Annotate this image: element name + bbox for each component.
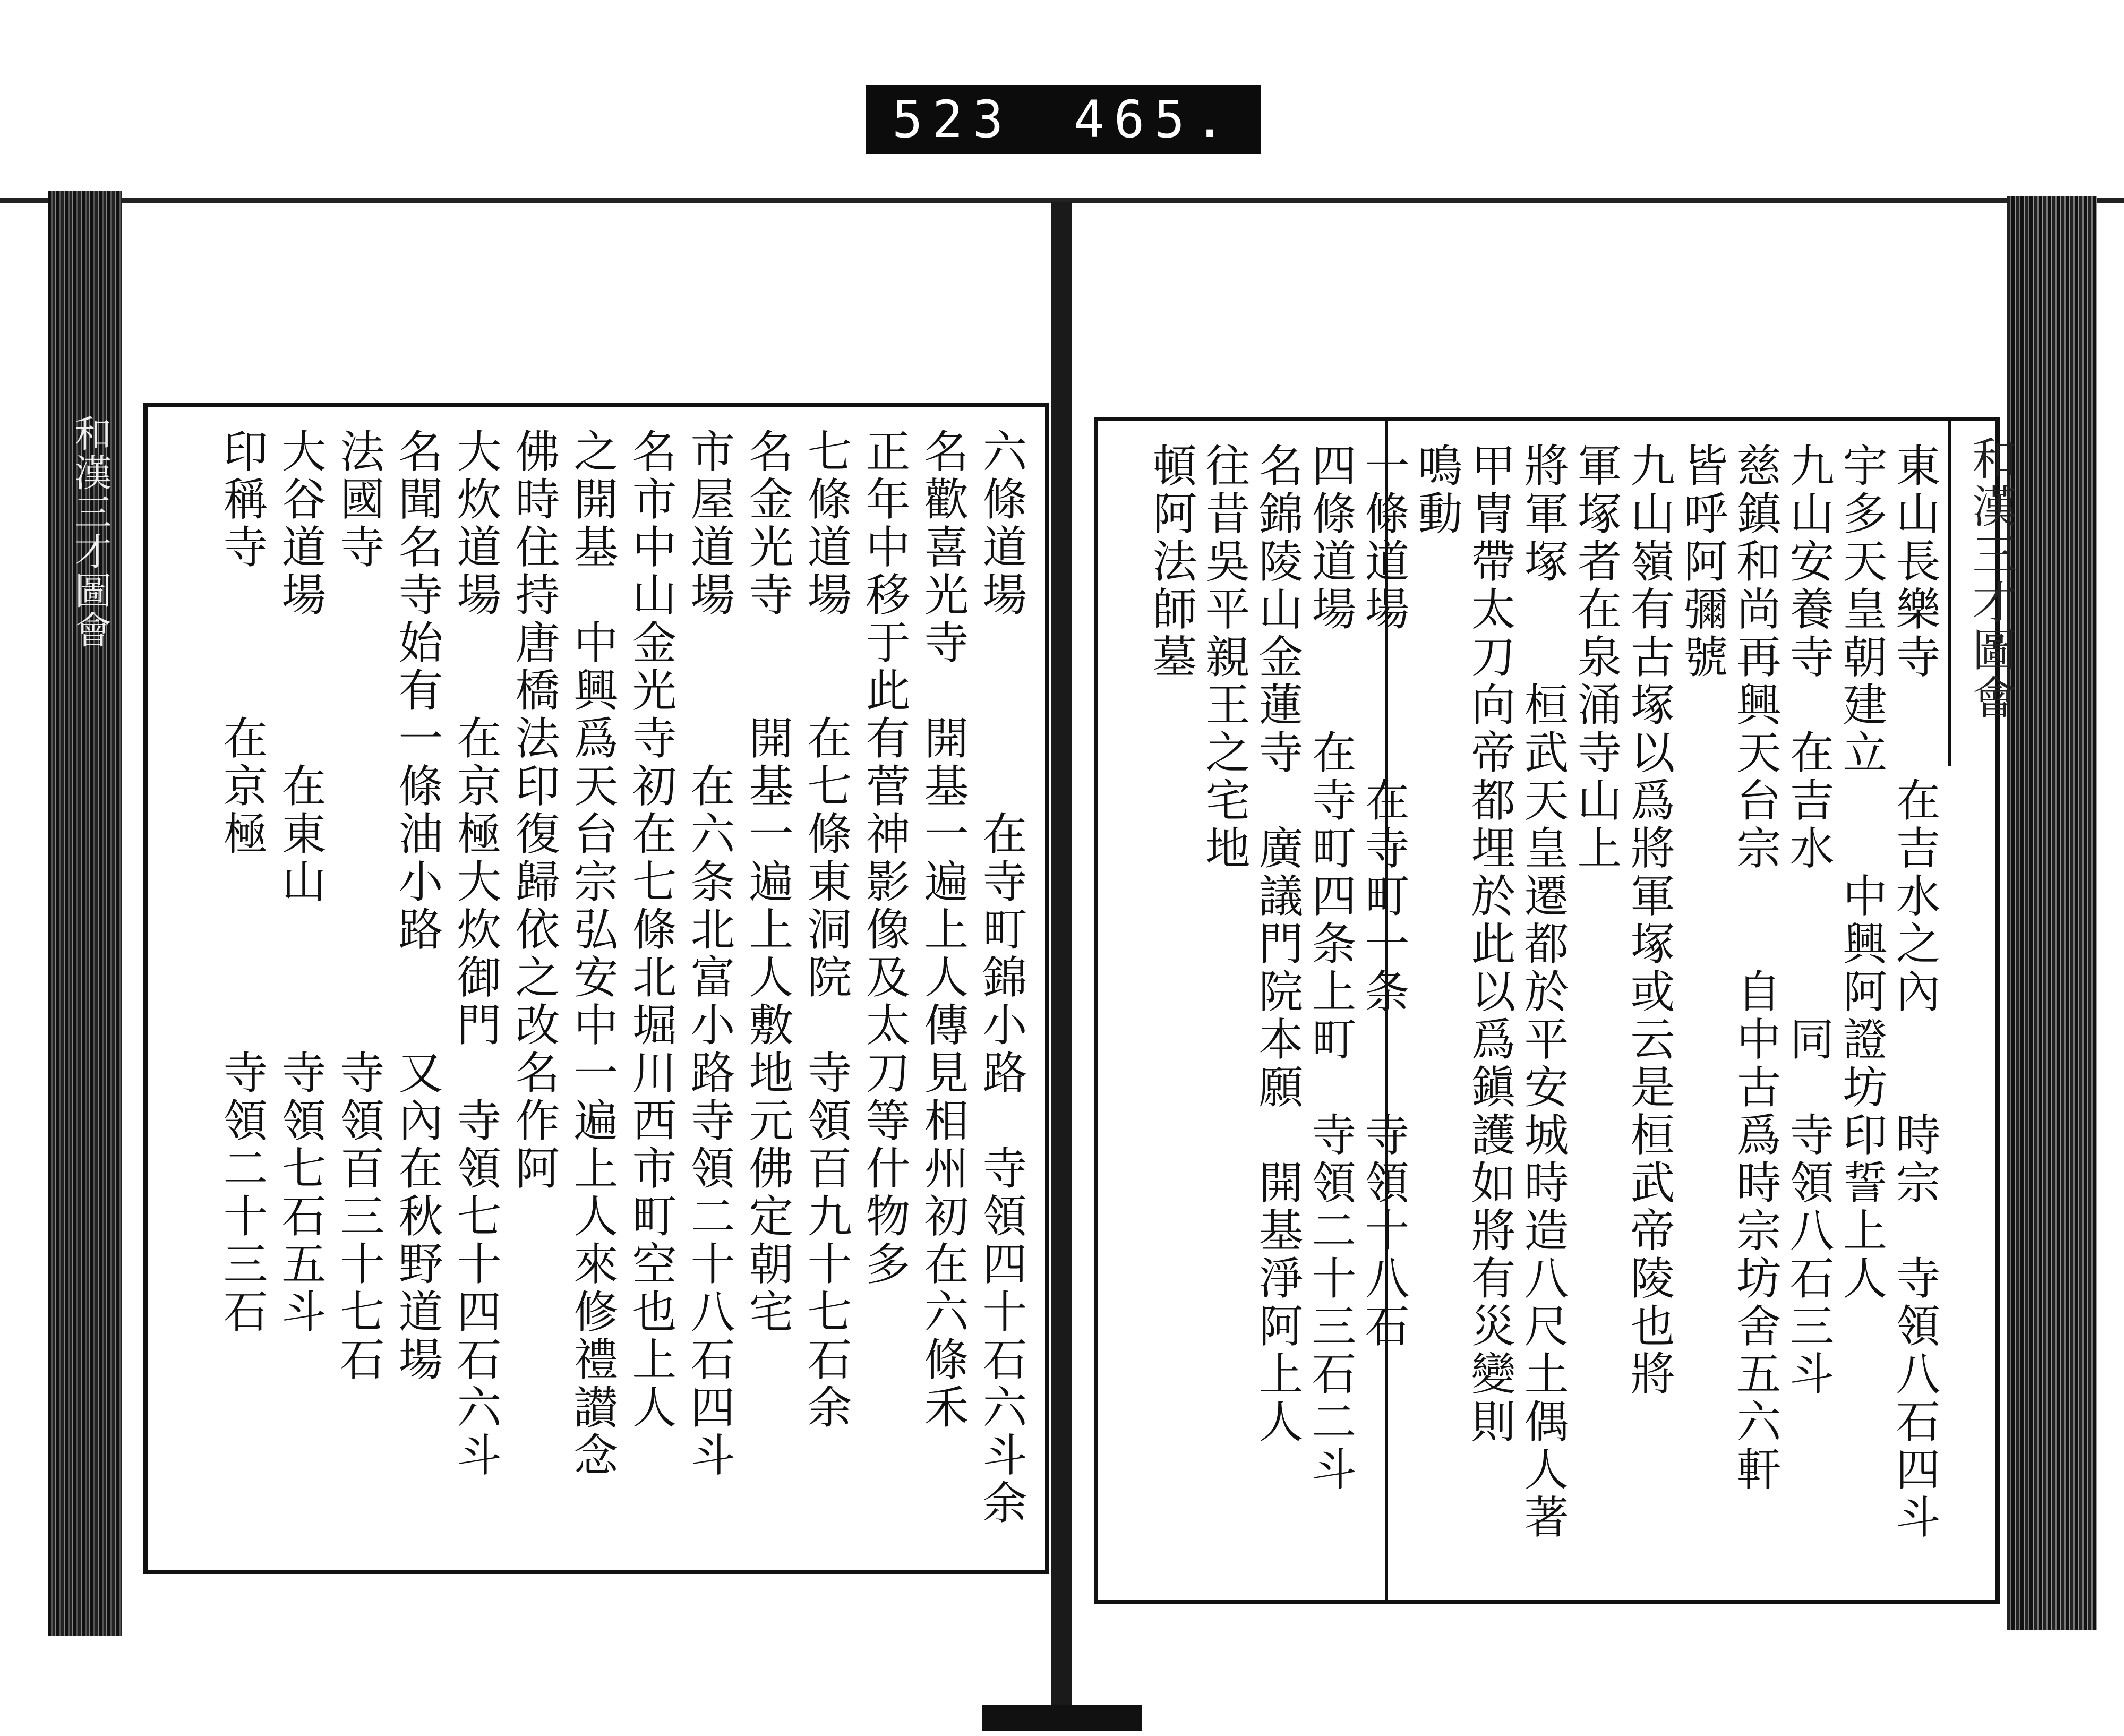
text-column: 甲冑帶太刀向帝都埋於此以爲鎭護如將有災變則 [1464, 442, 1516, 1446]
footer-mark [982, 1705, 1142, 1731]
text-column: 名市中山金光寺初在七條北堀川西市町空也上人 [625, 428, 677, 1432]
text-column: 名金光寺 開基一遍上人敷地元佛定朝宅 [742, 428, 794, 1336]
left-page [143, 403, 1049, 1574]
text-column: 名歡喜光寺 開基一遍上人傳見相州初在六條禾 [917, 428, 969, 1432]
text-column: 名聞名寺始有一條油小路 又內在秋野道場 [391, 428, 443, 1384]
text-column: 七條道場 在七條東洞院 寺領百九十七石余 [800, 428, 852, 1432]
right-page [1094, 417, 2000, 1604]
text-column: 四條道場 在寺町四条上町 寺領二十三石二斗 [1305, 442, 1357, 1494]
text-column: 大炊道場 在京極大炊御門 寺領七十四石六斗 [450, 428, 502, 1480]
text-column: 將軍塚 桓武天皇遷都於平安城時造八尺土偶人著 [1517, 442, 1569, 1542]
right-page-stack-edge [2007, 196, 2097, 1630]
text-column: 皆呼阿彌號 [1676, 442, 1728, 681]
text-column: 六條道場 在寺町錦小路 寺領四十石六斗余 [975, 428, 1027, 1527]
text-column: 九山安養寺 在吉水 同 寺領八石三斗 [1783, 442, 1835, 1398]
spine-title: 和漢三才圖會 [68, 414, 112, 650]
text-column: 軍塚者在泉涌寺山上 [1570, 442, 1622, 873]
text-column: 之開基 中興爲天台宗弘安中一遍上人來修禮讃念 [567, 428, 619, 1480]
book-gutter [1051, 202, 1072, 1726]
text-column: 九山嶺有古塚以爲將軍塚或云是桓武帝陵也將 [1623, 442, 1675, 1398]
call-number-right: 465. [1073, 90, 1235, 149]
text-column: 法國寺 寺領百三十七石 [333, 428, 385, 1384]
text-column: 正年中移于此有菅神影像及太刀等什物多 [859, 428, 911, 1288]
text-column: 印稱寺 在京極 寺領二十三石 [216, 428, 268, 1336]
running-head: 和漢三才圖會 [1965, 435, 2017, 722]
running-head-rule [1948, 421, 1951, 766]
call-number-left: 523 [892, 90, 1013, 149]
text-column: 宇多天皇朝建立 中興阿證坊印誓上人 [1836, 442, 1888, 1303]
call-number-label [866, 85, 1261, 154]
text-column: 名錦陵山金蓮寺 廣議門院本願 開基淨阿上人 [1252, 442, 1304, 1446]
text-column: 佛時住持唐橋法印復歸依之改名作阿 [508, 428, 560, 1193]
text-column: 頓阿法師墓 [1145, 442, 1197, 681]
text-column: 大谷道場 在東山 寺領七石五斗 [275, 428, 327, 1336]
text-column: 一條道場 在寺町一条 寺領十八石 [1358, 442, 1410, 1350]
left-page-stack-edge [48, 191, 122, 1636]
text-column: 市屋道場 在六条北富小路寺領二十八石四斗 [683, 428, 735, 1480]
text-column: 往昔吳平親王之宅地 [1198, 442, 1251, 873]
text-column: 鳴動 [1411, 442, 1463, 538]
text-column: 慈鎮和尚再興天台宗 自中古爲時宗坊舍五六軒 [1729, 442, 1782, 1494]
text-column: 東山長樂寺 在吉水之內 時宗 寺領八石四斗 [1889, 442, 1941, 1542]
